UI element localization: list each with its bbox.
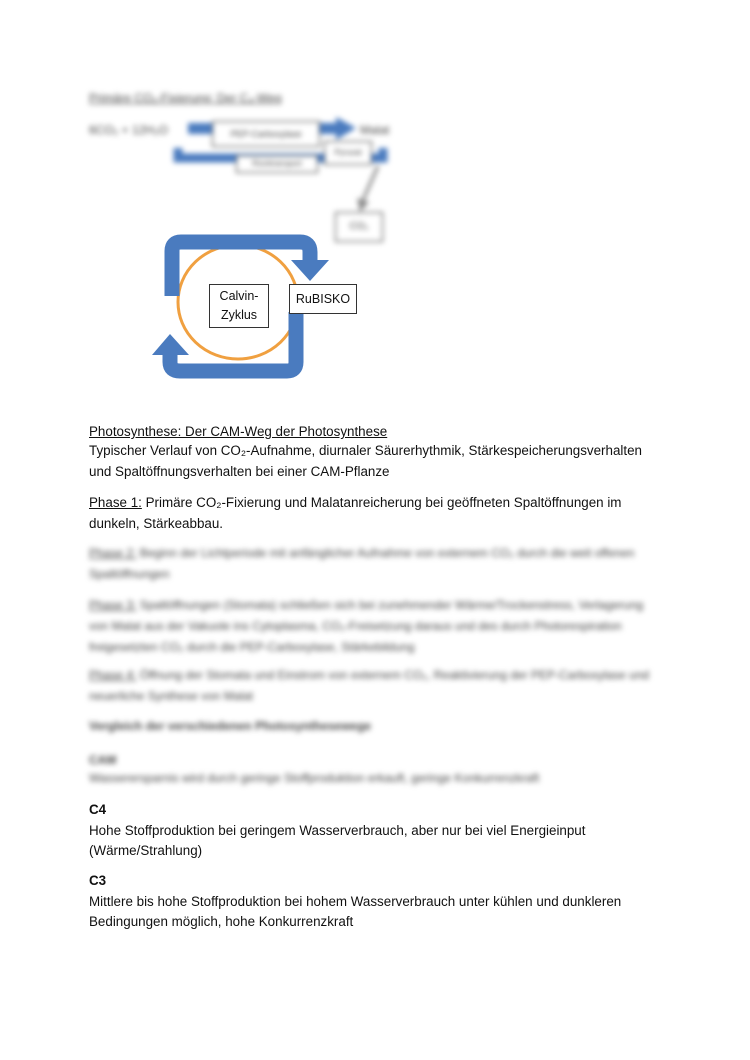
phase3-text: Spaltöffnungen (Stomata) schließen sich bei zunehmender Wärme/Trockenstress, Verlagerung von Malat aus der Vakuole ins Cytoplasma, CO₂-Freisetzung daraus und des durch Photorespiration freigesetzten CO₂ durch die PEP-Carboxylase, Stärkebildung <box>89 598 644 654</box>
phase1-text: Primäre CO₂-Fixierung und Malatanreicherung bei geöffneten Spaltöffnungen im dunkeln, Stärkeabbau. <box>89 495 622 531</box>
comparison-c4-text-line1: Hohe Stoffproduktion bei geringem Wasserverbrauch, aber nur bei viel Energieinput <box>89 823 586 838</box>
comparison-c3-heading: C3 <box>89 873 107 888</box>
comparison-cam-text: Wasserersparnis wird durch geringe Stoffproduktion erkauft, geringe Konkurrenzkraft <box>89 771 540 785</box>
phase1-label: Phase 1: <box>89 495 142 510</box>
phase4-paragraph <box>89 665 659 707</box>
comparison-c4-heading: C4 <box>89 802 107 817</box>
cam-title: Photosynthese: Der CAM-Weg der Photosynthese <box>89 424 388 439</box>
phase3-label: Phase 3: <box>89 598 137 612</box>
bottom-cycle-arrow-head <box>152 334 189 355</box>
phase1-paragraph <box>89 492 659 534</box>
comparison-c4-text-line2: (Wärme/Strahlung) <box>89 843 203 858</box>
phase2-text: Beginn der Lichtperiode mit anfänglicher Aufnahme von externem CO₂ durch die weit offenen Spaltöffnungen <box>89 546 635 581</box>
comparison-c3-text-line2: Bedingungen möglich, hohe Konkurrenzkraft <box>89 914 354 929</box>
comparison-c3-text-line1: Mittlere bis hohe Stoffproduktion bei hohem Wasserverbrauch unter kühlen und dunkleren <box>89 894 622 909</box>
c4-left-formula: 6CO₂ + 12H₂O <box>89 123 169 137</box>
calvin-cycle-diagram <box>0 0 750 400</box>
calvin-label-box <box>209 284 269 328</box>
phase3-paragraph <box>89 595 659 658</box>
comparison-title: Vergleich der verschiedenen Photosynthesewege <box>89 719 372 733</box>
cam-intro: Typischer Verlauf von CO₂-Aufnahme, diurnaler Säurerhythmik, Stärkespeicherungsverhalten und Spaltöffnungsverhalten bei einer CAM-Pflanze <box>89 443 642 479</box>
calvin-label-line2: Zyklus <box>220 308 258 322</box>
c4-side-box: Pyruvat <box>324 141 372 165</box>
phase2-label: Phase 2: <box>89 546 137 560</box>
calvin-label-line1: Calvin- <box>219 289 259 303</box>
c4-upper-box: PEP-Carboxylase <box>212 121 320 147</box>
c4-right-product: Malat <box>360 123 390 137</box>
phase4-text: Öffnung der Stomata und Einstrom von externem CO₂, Reaktivierung der PEP-Carboxylase und neuerliche Synthese von Malat <box>89 668 650 703</box>
c4-heading: Primäre CO₂-Fixierung: Der C₄-Weg <box>89 91 282 105</box>
rubisko-label-box: RuBISKO <box>289 284 357 314</box>
comparison-cam-heading: CAM <box>89 753 117 767</box>
c4-co2-box: CO₂ <box>335 212 383 242</box>
c4-lower-box: Rücktransport <box>236 155 318 173</box>
top-cycle-arrow-head <box>291 260 329 281</box>
phase4-label: Phase 4: <box>89 668 137 682</box>
phase2-paragraph <box>89 543 649 585</box>
